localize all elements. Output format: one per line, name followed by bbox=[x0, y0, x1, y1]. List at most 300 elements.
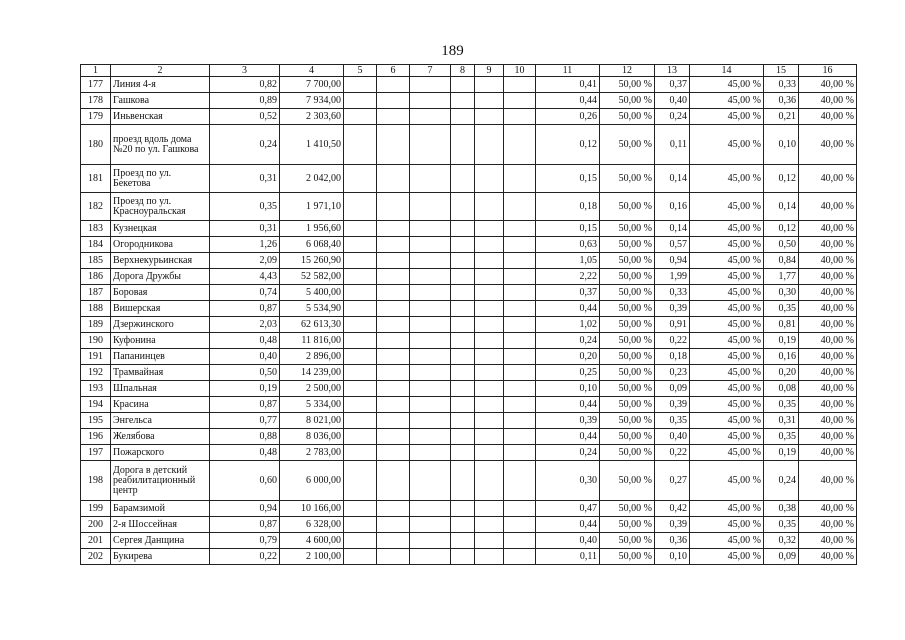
percent-col-12: 50,00 % bbox=[600, 285, 655, 301]
empty-cell bbox=[451, 237, 475, 253]
value-col-11: 0,30 bbox=[536, 461, 600, 501]
empty-cell bbox=[377, 533, 410, 549]
percent-col-14: 45,00 % bbox=[690, 253, 764, 269]
road-name: Желябова bbox=[111, 429, 210, 445]
percent-col-16: 40,00 % bbox=[799, 381, 857, 397]
value-col-11: 0,15 bbox=[536, 165, 600, 193]
empty-cell bbox=[451, 269, 475, 285]
value-col-15: 0,21 bbox=[764, 109, 799, 125]
road-name: Линия 4-я bbox=[111, 77, 210, 93]
empty-cell bbox=[344, 93, 377, 109]
empty-cell bbox=[344, 77, 377, 93]
percent-col-16: 40,00 % bbox=[799, 77, 857, 93]
value-col-11: 0,24 bbox=[536, 445, 600, 461]
empty-cell bbox=[410, 365, 451, 381]
value-col-15: 0,16 bbox=[764, 349, 799, 365]
empty-cell bbox=[451, 109, 475, 125]
table-row bbox=[81, 317, 857, 333]
percent-col-16: 40,00 % bbox=[799, 517, 857, 533]
length-value: 4,43 bbox=[210, 269, 280, 285]
road-name: Куфонина bbox=[111, 333, 210, 349]
value-col-13: 0,14 bbox=[655, 221, 690, 237]
length-value: 0,60 bbox=[210, 461, 280, 501]
row-number: 199 bbox=[81, 501, 111, 517]
empty-cell bbox=[504, 501, 536, 517]
empty-cell bbox=[475, 501, 504, 517]
empty-cell bbox=[410, 501, 451, 517]
empty-cell bbox=[475, 109, 504, 125]
empty-cell bbox=[344, 285, 377, 301]
empty-cell bbox=[504, 109, 536, 125]
percent-col-12: 50,00 % bbox=[600, 253, 655, 269]
length-value: 0,52 bbox=[210, 109, 280, 125]
row-number: 179 bbox=[81, 109, 111, 125]
empty-cell bbox=[451, 533, 475, 549]
column-header: 9 bbox=[475, 65, 504, 77]
table-row bbox=[81, 461, 857, 501]
length-value: 0,31 bbox=[210, 165, 280, 193]
empty-cell bbox=[410, 109, 451, 125]
value-col-13: 0,22 bbox=[655, 445, 690, 461]
area-value: 11 816,00 bbox=[280, 333, 344, 349]
percent-col-14: 45,00 % bbox=[690, 221, 764, 237]
empty-cell bbox=[410, 429, 451, 445]
length-value: 0,77 bbox=[210, 413, 280, 429]
empty-cell bbox=[344, 533, 377, 549]
value-col-15: 1,77 bbox=[764, 269, 799, 285]
empty-cell bbox=[475, 461, 504, 501]
empty-cell bbox=[504, 269, 536, 285]
row-number: 195 bbox=[81, 413, 111, 429]
value-col-11: 0,37 bbox=[536, 285, 600, 301]
row-number: 197 bbox=[81, 445, 111, 461]
empty-cell bbox=[410, 333, 451, 349]
percent-col-14: 45,00 % bbox=[690, 165, 764, 193]
percent-col-12: 50,00 % bbox=[600, 93, 655, 109]
value-col-11: 0,18 bbox=[536, 193, 600, 221]
percent-col-14: 45,00 % bbox=[690, 93, 764, 109]
empty-cell bbox=[377, 349, 410, 365]
value-col-13: 0,57 bbox=[655, 237, 690, 253]
percent-col-14: 45,00 % bbox=[690, 365, 764, 381]
empty-cell bbox=[475, 333, 504, 349]
percent-col-12: 50,00 % bbox=[600, 445, 655, 461]
empty-cell bbox=[451, 165, 475, 193]
empty-cell bbox=[475, 429, 504, 445]
empty-cell bbox=[344, 397, 377, 413]
percent-col-12: 50,00 % bbox=[600, 549, 655, 565]
road-name: Иньвенская bbox=[111, 109, 210, 125]
table-row bbox=[81, 517, 857, 533]
percent-col-12: 50,00 % bbox=[600, 221, 655, 237]
road-name: Букирева bbox=[111, 549, 210, 565]
empty-cell bbox=[451, 549, 475, 565]
value-col-13: 0,94 bbox=[655, 253, 690, 269]
empty-cell bbox=[504, 413, 536, 429]
empty-cell bbox=[410, 517, 451, 533]
area-value: 2 500,00 bbox=[280, 381, 344, 397]
empty-cell bbox=[451, 317, 475, 333]
road-name: Проезд по ул. Красноуральская bbox=[111, 193, 210, 221]
row-number: 189 bbox=[81, 317, 111, 333]
empty-cell bbox=[410, 165, 451, 193]
row-number: 188 bbox=[81, 301, 111, 317]
value-col-15: 0,35 bbox=[764, 397, 799, 413]
table-row bbox=[81, 381, 857, 397]
empty-cell bbox=[344, 125, 377, 165]
table-row bbox=[81, 301, 857, 317]
value-col-11: 0,26 bbox=[536, 109, 600, 125]
area-value: 2 303,60 bbox=[280, 109, 344, 125]
empty-cell bbox=[377, 429, 410, 445]
empty-cell bbox=[377, 517, 410, 533]
value-col-15: 0,35 bbox=[764, 429, 799, 445]
empty-cell bbox=[344, 317, 377, 333]
percent-col-16: 40,00 % bbox=[799, 413, 857, 429]
road-name: 2-я Шоссейная bbox=[111, 517, 210, 533]
value-col-15: 0,38 bbox=[764, 501, 799, 517]
road-name: Вишерская bbox=[111, 301, 210, 317]
value-col-15: 0,24 bbox=[764, 461, 799, 501]
empty-cell bbox=[475, 549, 504, 565]
empty-cell bbox=[410, 397, 451, 413]
empty-cell bbox=[504, 517, 536, 533]
empty-cell bbox=[344, 333, 377, 349]
percent-col-16: 40,00 % bbox=[799, 333, 857, 349]
percent-col-16: 40,00 % bbox=[799, 253, 857, 269]
value-col-13: 0,09 bbox=[655, 381, 690, 397]
table-row bbox=[81, 109, 857, 125]
area-value: 2 042,00 bbox=[280, 165, 344, 193]
value-col-11: 0,40 bbox=[536, 533, 600, 549]
table-row bbox=[81, 221, 857, 237]
value-col-13: 0,23 bbox=[655, 365, 690, 381]
empty-cell bbox=[504, 549, 536, 565]
empty-cell bbox=[344, 253, 377, 269]
road-name: Дорога в детский реабилитационный центр bbox=[111, 461, 210, 501]
row-number: 193 bbox=[81, 381, 111, 397]
length-value: 0,31 bbox=[210, 221, 280, 237]
area-value: 5 534,90 bbox=[280, 301, 344, 317]
percent-col-14: 45,00 % bbox=[690, 193, 764, 221]
column-header: 14 bbox=[690, 65, 764, 77]
value-col-13: 0,11 bbox=[655, 125, 690, 165]
table-row bbox=[81, 237, 857, 253]
empty-cell bbox=[451, 193, 475, 221]
empty-cell bbox=[377, 125, 410, 165]
row-number: 191 bbox=[81, 349, 111, 365]
column-header: 3 bbox=[210, 65, 280, 77]
length-value: 0,82 bbox=[210, 77, 280, 93]
empty-cell bbox=[451, 445, 475, 461]
percent-col-14: 45,00 % bbox=[690, 445, 764, 461]
table-body bbox=[81, 77, 857, 565]
column-header: 2 bbox=[111, 65, 210, 77]
percent-col-14: 45,00 % bbox=[690, 381, 764, 397]
empty-cell bbox=[475, 365, 504, 381]
percent-col-12: 50,00 % bbox=[600, 381, 655, 397]
percent-col-16: 40,00 % bbox=[799, 165, 857, 193]
empty-cell bbox=[475, 193, 504, 221]
percent-col-12: 50,00 % bbox=[600, 413, 655, 429]
road-name: Дзержинского bbox=[111, 317, 210, 333]
row-number: 185 bbox=[81, 253, 111, 269]
length-value: 0,40 bbox=[210, 349, 280, 365]
empty-cell bbox=[475, 445, 504, 461]
empty-cell bbox=[410, 269, 451, 285]
percent-col-16: 40,00 % bbox=[799, 349, 857, 365]
empty-cell bbox=[377, 93, 410, 109]
length-value: 0,35 bbox=[210, 193, 280, 221]
empty-cell bbox=[410, 317, 451, 333]
percent-col-12: 50,00 % bbox=[600, 397, 655, 413]
empty-cell bbox=[451, 381, 475, 397]
area-value: 2 896,00 bbox=[280, 349, 344, 365]
percent-col-16: 40,00 % bbox=[799, 285, 857, 301]
value-col-11: 0,44 bbox=[536, 93, 600, 109]
percent-col-16: 40,00 % bbox=[799, 221, 857, 237]
row-number: 183 bbox=[81, 221, 111, 237]
empty-cell bbox=[451, 93, 475, 109]
table-row bbox=[81, 93, 857, 109]
length-value: 0,22 bbox=[210, 549, 280, 565]
road-name: Пожарского bbox=[111, 445, 210, 461]
area-value: 10 166,00 bbox=[280, 501, 344, 517]
percent-col-16: 40,00 % bbox=[799, 397, 857, 413]
percent-col-14: 45,00 % bbox=[690, 333, 764, 349]
percent-col-12: 50,00 % bbox=[600, 533, 655, 549]
value-col-13: 0,40 bbox=[655, 429, 690, 445]
percent-col-12: 50,00 % bbox=[600, 109, 655, 125]
empty-cell bbox=[504, 301, 536, 317]
percent-col-14: 45,00 % bbox=[690, 461, 764, 501]
value-col-15: 0,19 bbox=[764, 333, 799, 349]
table-row bbox=[81, 333, 857, 349]
empty-cell bbox=[475, 165, 504, 193]
empty-cell bbox=[410, 445, 451, 461]
table-row bbox=[81, 165, 857, 193]
value-col-15: 0,10 bbox=[764, 125, 799, 165]
page-number: 189 bbox=[441, 43, 464, 59]
road-name: Красина bbox=[111, 397, 210, 413]
empty-cell bbox=[344, 237, 377, 253]
length-value: 2,03 bbox=[210, 317, 280, 333]
column-header: 6 bbox=[377, 65, 410, 77]
length-value: 0,48 bbox=[210, 445, 280, 461]
value-col-15: 0,12 bbox=[764, 221, 799, 237]
empty-cell bbox=[410, 349, 451, 365]
empty-cell bbox=[410, 413, 451, 429]
value-col-15: 0,14 bbox=[764, 193, 799, 221]
percent-col-14: 45,00 % bbox=[690, 501, 764, 517]
empty-cell bbox=[475, 221, 504, 237]
value-col-11: 0,44 bbox=[536, 397, 600, 413]
row-number: 192 bbox=[81, 365, 111, 381]
empty-cell bbox=[377, 193, 410, 221]
value-col-11: 0,15 bbox=[536, 221, 600, 237]
percent-col-12: 50,00 % bbox=[600, 365, 655, 381]
length-value: 0,50 bbox=[210, 365, 280, 381]
empty-cell bbox=[377, 549, 410, 565]
row-number: 202 bbox=[81, 549, 111, 565]
length-value: 0,94 bbox=[210, 501, 280, 517]
empty-cell bbox=[377, 461, 410, 501]
column-header: 12 bbox=[600, 65, 655, 77]
column-header: 10 bbox=[504, 65, 536, 77]
empty-cell bbox=[475, 349, 504, 365]
road-name: Трамвайная bbox=[111, 365, 210, 381]
road-name: Боровая bbox=[111, 285, 210, 301]
empty-cell bbox=[410, 461, 451, 501]
value-col-15: 0,35 bbox=[764, 301, 799, 317]
table-row bbox=[81, 445, 857, 461]
percent-col-16: 40,00 % bbox=[799, 549, 857, 565]
empty-cell bbox=[377, 445, 410, 461]
percent-col-16: 40,00 % bbox=[799, 301, 857, 317]
table-row bbox=[81, 125, 857, 165]
empty-cell bbox=[504, 317, 536, 333]
table-row bbox=[81, 285, 857, 301]
row-number: 196 bbox=[81, 429, 111, 445]
percent-col-12: 50,00 % bbox=[600, 237, 655, 253]
empty-cell bbox=[475, 237, 504, 253]
value-col-13: 0,35 bbox=[655, 413, 690, 429]
empty-cell bbox=[377, 501, 410, 517]
empty-cell bbox=[451, 501, 475, 517]
value-col-11: 1,05 bbox=[536, 253, 600, 269]
area-value: 8 021,00 bbox=[280, 413, 344, 429]
length-value: 0,87 bbox=[210, 301, 280, 317]
empty-cell bbox=[344, 269, 377, 285]
column-header: 13 bbox=[655, 65, 690, 77]
value-col-11: 0,41 bbox=[536, 77, 600, 93]
road-name: Папанинцев bbox=[111, 349, 210, 365]
row-number: 190 bbox=[81, 333, 111, 349]
empty-cell bbox=[504, 461, 536, 501]
value-col-13: 0,18 bbox=[655, 349, 690, 365]
percent-col-12: 50,00 % bbox=[600, 461, 655, 501]
percent-col-14: 45,00 % bbox=[690, 349, 764, 365]
empty-cell bbox=[451, 397, 475, 413]
value-col-11: 0,25 bbox=[536, 365, 600, 381]
empty-cell bbox=[377, 301, 410, 317]
empty-cell bbox=[344, 381, 377, 397]
value-col-15: 0,31 bbox=[764, 413, 799, 429]
value-col-13: 0,33 bbox=[655, 285, 690, 301]
value-col-11: 0,24 bbox=[536, 333, 600, 349]
table-row bbox=[81, 549, 857, 565]
percent-col-16: 40,00 % bbox=[799, 109, 857, 125]
empty-cell bbox=[475, 381, 504, 397]
table-row bbox=[81, 429, 857, 445]
value-col-15: 0,08 bbox=[764, 381, 799, 397]
value-col-15: 0,19 bbox=[764, 445, 799, 461]
percent-col-16: 40,00 % bbox=[799, 93, 857, 109]
row-number: 178 bbox=[81, 93, 111, 109]
value-col-15: 0,36 bbox=[764, 93, 799, 109]
empty-cell bbox=[377, 269, 410, 285]
empty-cell bbox=[504, 445, 536, 461]
value-col-11: 0,20 bbox=[536, 349, 600, 365]
empty-cell bbox=[451, 77, 475, 93]
table-row bbox=[81, 533, 857, 549]
empty-cell bbox=[451, 413, 475, 429]
value-col-15: 0,33 bbox=[764, 77, 799, 93]
percent-col-16: 40,00 % bbox=[799, 501, 857, 517]
empty-cell bbox=[377, 285, 410, 301]
value-col-15: 0,30 bbox=[764, 285, 799, 301]
empty-cell bbox=[451, 365, 475, 381]
percent-col-14: 45,00 % bbox=[690, 237, 764, 253]
empty-cell bbox=[377, 77, 410, 93]
value-col-15: 0,50 bbox=[764, 237, 799, 253]
value-col-13: 0,22 bbox=[655, 333, 690, 349]
empty-cell bbox=[504, 285, 536, 301]
empty-cell bbox=[451, 429, 475, 445]
table-row bbox=[81, 193, 857, 221]
road-name: Проезд по ул. Бекетова bbox=[111, 165, 210, 193]
empty-cell bbox=[410, 533, 451, 549]
empty-cell bbox=[451, 461, 475, 501]
percent-col-14: 45,00 % bbox=[690, 301, 764, 317]
area-value: 6 068,40 bbox=[280, 237, 344, 253]
percent-col-16: 40,00 % bbox=[799, 533, 857, 549]
empty-cell bbox=[504, 381, 536, 397]
length-value: 0,87 bbox=[210, 517, 280, 533]
empty-cell bbox=[475, 517, 504, 533]
road-name: Дорога Дружбы bbox=[111, 269, 210, 285]
road-name: Энгельса bbox=[111, 413, 210, 429]
empty-cell bbox=[377, 317, 410, 333]
empty-cell bbox=[344, 429, 377, 445]
row-number: 187 bbox=[81, 285, 111, 301]
column-header: 1 bbox=[81, 65, 111, 77]
value-col-11: 0,11 bbox=[536, 549, 600, 565]
percent-col-12: 50,00 % bbox=[600, 165, 655, 193]
value-col-13: 0,16 bbox=[655, 193, 690, 221]
empty-cell bbox=[475, 77, 504, 93]
percent-col-12: 50,00 % bbox=[600, 77, 655, 93]
table-row bbox=[81, 77, 857, 93]
percent-col-16: 40,00 % bbox=[799, 365, 857, 381]
roads-table bbox=[80, 64, 857, 565]
value-col-11: 0,39 bbox=[536, 413, 600, 429]
area-value: 7 934,00 bbox=[280, 93, 344, 109]
road-name: Сергея Данщина bbox=[111, 533, 210, 549]
empty-cell bbox=[451, 301, 475, 317]
row-number: 180 bbox=[81, 125, 111, 165]
percent-col-12: 50,00 % bbox=[600, 317, 655, 333]
area-value: 8 036,00 bbox=[280, 429, 344, 445]
empty-cell bbox=[344, 301, 377, 317]
percent-col-14: 45,00 % bbox=[690, 285, 764, 301]
empty-cell bbox=[377, 365, 410, 381]
empty-cell bbox=[344, 501, 377, 517]
empty-cell bbox=[344, 349, 377, 365]
percent-col-12: 50,00 % bbox=[600, 333, 655, 349]
column-header: 16 bbox=[799, 65, 857, 77]
percent-col-12: 50,00 % bbox=[600, 125, 655, 165]
value-col-11: 2,22 bbox=[536, 269, 600, 285]
empty-cell bbox=[377, 397, 410, 413]
percent-col-14: 45,00 % bbox=[690, 125, 764, 165]
value-col-13: 0,37 bbox=[655, 77, 690, 93]
empty-cell bbox=[475, 301, 504, 317]
row-number: 198 bbox=[81, 461, 111, 501]
area-value: 7 700,00 bbox=[280, 77, 344, 93]
table-row bbox=[81, 365, 857, 381]
empty-cell bbox=[451, 125, 475, 165]
